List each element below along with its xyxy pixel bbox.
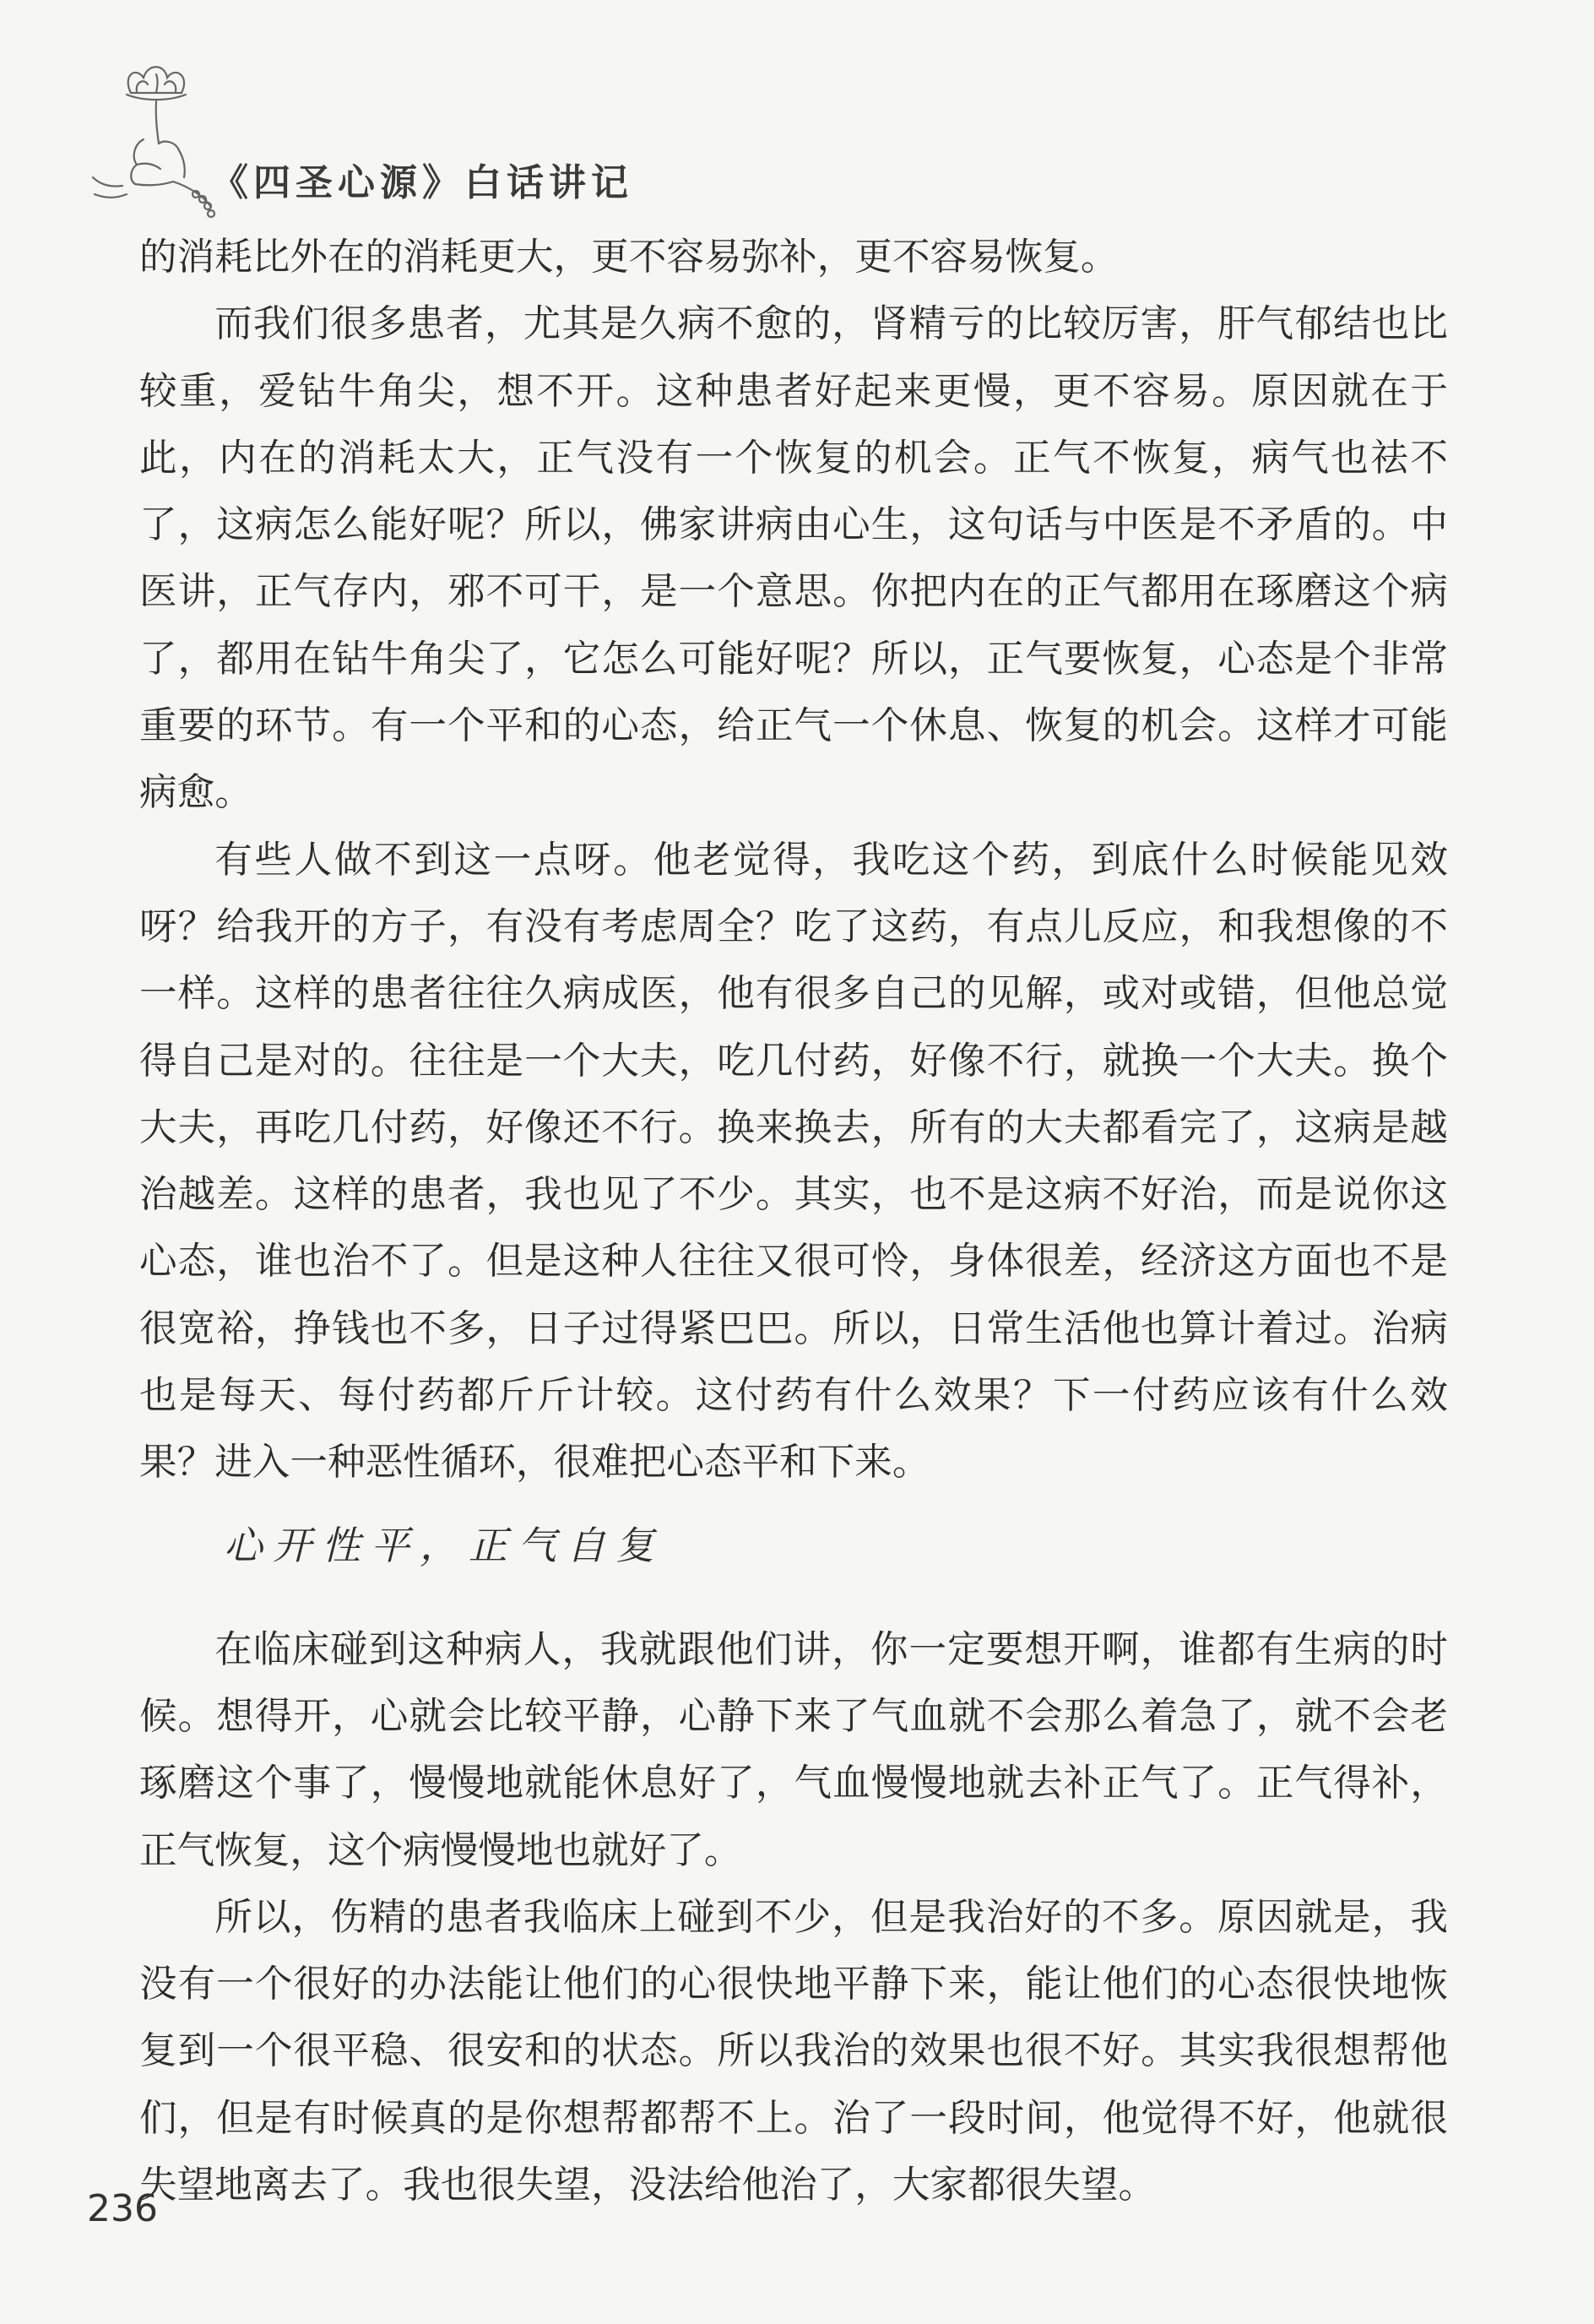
lotus-hand-icon xyxy=(84,59,228,220)
section-heading: 心开性平，正气自复 xyxy=(224,1522,664,1568)
page-number: 236 xyxy=(87,2187,158,2230)
paragraph: 有些人做不到这一点呀。他老觉得，我吃这个药，到底什么时候能见效呀？给我开的方子，有没有考虑周全？吃了这药，有点儿反应，和我想像的不一样。这样的患者往往久病成医，他有很多自己的见解，或对或错，但他总觉得自己是对的。往往是一个大夫，吃几付药，好像不行，就换一个大夫。换个大夫，再吃几付药，好像还不行。换来换去，所有的大夫都看完了，这病是越治越差。这样的患者，我也见了不少。其实，也不是这病不好治，而是说你这心态，谁也治不了。但是这种人往往又很可怜，身体很差，经济这方面也不是很宽裕，挣钱也不多，日子过得紧巴巴。所以，日常生活他也算计着过。治病也是每天、每付药都斤斤计较。这付药有什么效果？下一付药应该有什么效果？进入一种恶性循环，很难把心态平和下来。 xyxy=(139,837,1448,1485)
paragraph: 而我们很多患者，尤其是久病不愈的，肾精亏的比较厉害，肝气郁结也比较重，爱钻牛角尖，想不开。这种患者好起来更慢，更不容易。原因就在于此，内在的消耗太大，正气没有一个恢复的机会。正气不恢复，病气也祛不了，这病怎么能好呢？所以，佛家讲病由心生，这句话与中医是不矛盾的。中医讲，正气存内，邪不可干，是一个意思。你把内在的正气都用在琢磨这个病了，都用在钻牛角尖了，它怎么可能好呢？所以，正气要恢复，心态是个非常重要的环节。有一个平和的心态，给正气一个休息、恢复的机会。这样才可能病愈。 xyxy=(139,301,1448,815)
book-title: 《四圣心源》白话讲记 xyxy=(211,161,633,204)
paragraph: 的消耗比外在的消耗更大，更不容易弥补，更不容易恢复。 xyxy=(139,235,1119,279)
body-text xyxy=(139,224,1448,2218)
running-header xyxy=(84,59,844,220)
paragraph: 在临床碰到这种病人，我就跟他们讲，你一定要想开啊，谁都有生病的时候。想得开，心就会比较平静，心静下来了气血就不会那么着急了，就不会老琢磨这个事了，慢慢地就能休息好了，气血慢慢地就去补正气了。正气得补，正气恢复，这个病慢慢地也就好了。 xyxy=(139,1626,1448,1872)
paragraph: 所以，伤精的患者我临床上碰到不少，但是我治好的不多。原因就是，我没有一个很好的办法能让他们的心很快地平静下来，能让他们的心态很快地恢复到一个很平稳、很安和的状态。所以我治的效果也很不好。其实我很想帮他们，但是有时候真的是你想帮都帮不上。治了一段时间，他觉得不好，他就很失望地离去了。我也很失望，没法给他治了，大家都很失望。 xyxy=(139,1894,1448,2207)
